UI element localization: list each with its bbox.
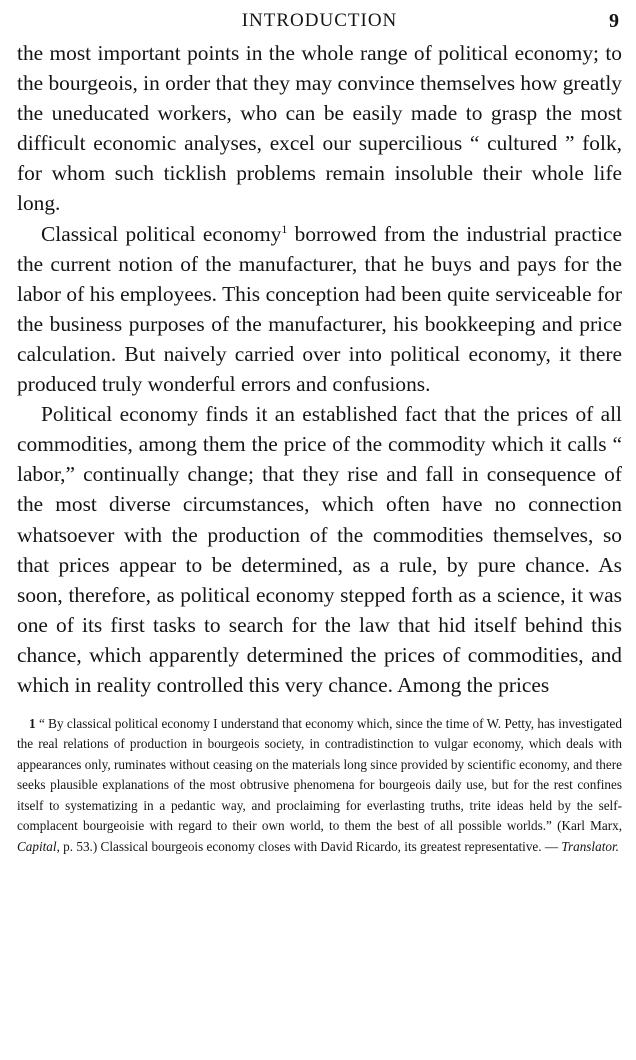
paragraph-classical-economy	[17, 219, 622, 400]
footnote-work-title: Capital	[17, 838, 57, 854]
footnote-reference[interactable]: 1	[281, 221, 288, 236]
running-head	[17, 4, 622, 38]
paragraph-continued: the most important points in the whole range of political economy; to the bourgeois, in order that they may convince themselves how greatly the uneducated workers, who can be easily made to grasp the most difficult economic analyses, excel our supercilious “ cultured ” folk, for whom such ticklish problems remain insoluble their whole life long.	[17, 41, 622, 216]
page-number: 9	[609, 10, 620, 32]
paragraph-text: borrowed from the industrial practice the current notion of the manufacturer, that he buys and pays for the labor of his employees. This conception had been quite serviceable for the business purposes of the manufacturer, his bookkeeping and price calculation. But naively carried over into political economy, it there produced truly wonderful errors and confusions.	[17, 221, 622, 397]
paragraph-text: Classical political economy	[41, 221, 282, 246]
footnote-separator	[17, 700, 622, 714]
footnote	[17, 714, 622, 857]
footnote-marker: 1	[29, 716, 36, 732]
footnote-credit: Translator.	[561, 838, 619, 854]
footnote-page-ref: , p. 53.) Classical bourgeois economy closes with David Ricardo, its greatest representative. —	[56, 838, 562, 854]
running-title: INTRODUCTION	[241, 10, 398, 31]
footnote-text: “ By classical political economy I understand that economy which, since the time of W. Petty, has investigated the real relations of production in bourgeois society, in contradistinction to vulgar economy, which deals with appearances only, ruminates without ceasing on the materials long since provided by scientific economy, and there seeks plausible explanations of the most obtrusive phenomena for bourgeois daily use, but for the rest confines itself to systematizing in a pedantic way, and proclaiming for everlasting truths, trite ideas held by the self-complacent bourgeoisie with regard to their own world, to them the best of all possible worlds.” (Karl Marx,	[17, 716, 623, 834]
paragraph-prices: Political economy finds it an established fact that the prices of all commodities, among them the price of the commodity which it calls “ labor,” continually change; that they rise and fall in consequence of the most diverse circumstances, which often have no connection whatsoever with the production of the commodities themselves, so that prices appear to be determined, as a rule, by pure chance. As soon, therefore, as political economy stepped forth as a science, it was one of its first tasks to search for the law that hid itself behind this chance, which apparently determined the prices of commodities, and which in reality controlled this very chance. Among the prices	[17, 402, 622, 697]
body-text	[17, 38, 622, 700]
